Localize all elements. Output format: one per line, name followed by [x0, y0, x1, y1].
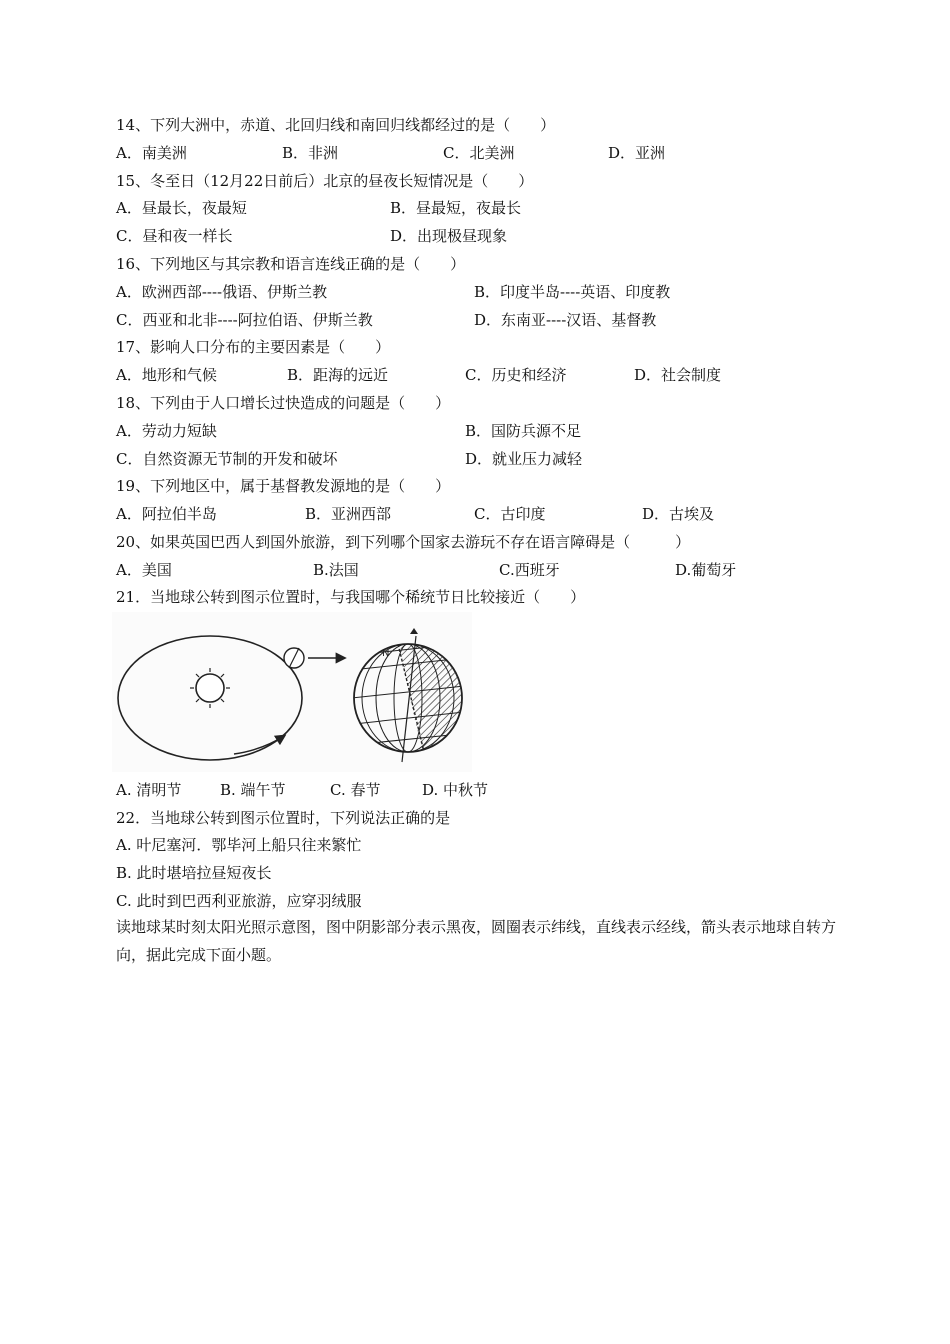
- question-18-option-b: B．国防兵源不足: [465, 422, 582, 440]
- sun-icon: [190, 668, 230, 708]
- question-15-option-d: D．出现极昼现象: [390, 227, 508, 245]
- question-21-option-b: B. 端午节: [220, 781, 286, 799]
- question-20-option-d: D.葡萄牙: [675, 561, 737, 579]
- question-16-option-d: D．东南亚----汉语、基督教: [474, 311, 657, 329]
- question-17-option-c: C．历史和经济: [465, 366, 567, 384]
- question-14-option-b: B．非洲: [282, 144, 339, 162]
- question-16-option-b: B．印度半岛----英语、印度教: [474, 283, 671, 301]
- question-16-stem: 16、下列地区与其宗教和语言连线正确的是（ ）: [116, 255, 466, 273]
- question-17-option-a: A．地形和气候: [116, 366, 217, 384]
- question-19-option-d: D．古埃及: [642, 505, 715, 523]
- question-18-stem: 18、下列由于人口增长过快造成的问题是（ ）: [116, 394, 451, 412]
- question-21-option-c: C. 春节: [330, 781, 381, 799]
- question-14-option-a: A．南美洲: [116, 144, 187, 162]
- question-20-option-b: B.法国: [313, 561, 359, 579]
- question-18-option-a: A．劳动力短缺: [116, 422, 217, 440]
- question-20-stem: 20、如果英国巴西人到国外旅游，到下列哪个国家去游玩不存在语言障碍是（ ）: [116, 533, 691, 551]
- question-16-option-a: A．欧洲西部----俄语、伊斯兰教: [116, 283, 328, 301]
- question-22-option-a: A. 叶尼塞河．鄂毕河上船只往来繁忙: [116, 836, 362, 854]
- reading-passage: 读地球某时刻太阳光照示意图，图中阴影部分表示黑夜，圆圈表示纬线，直线表示经线，箭头表示地球自转方向，据此完成下面小题。: [116, 918, 837, 964]
- question-15-option-c: C．昼和夜一样长: [116, 227, 233, 245]
- question-19-option-b: B．亚洲西部: [305, 505, 392, 523]
- question-20-option-c: C.西班牙: [499, 561, 560, 579]
- earth-on-orbit-icon: [284, 648, 304, 668]
- question-22-option-c: C. 此时到巴西利亚旅游，应穿羽绒服: [116, 892, 362, 910]
- question-14-option-c: C．北美洲: [443, 144, 515, 162]
- question-17-stem: 17、影响人口分布的主要因素是（ ）: [116, 338, 391, 356]
- question-18-option-c: C．自然资源无节制的开发和破坏: [116, 450, 338, 468]
- question-19-option-a: A．阿拉伯半岛: [116, 505, 217, 523]
- globe-n-label: N: [382, 648, 390, 659]
- question-22-option-b: B. 此时堪培拉昼短夜长: [116, 864, 272, 882]
- question-20-option-a: A．美国: [116, 561, 172, 579]
- question-21-stem: 21．当地球公转到图示位置时，与我国哪个稀统节日比较接近（ ）: [116, 588, 586, 606]
- earth-orbit-figure: [112, 612, 472, 772]
- question-19-stem: 19、下列地区中，属于基督教发源地的是（ ）: [116, 477, 451, 495]
- question-15-option-b: B．昼最短，夜最长: [390, 199, 522, 217]
- question-17-option-d: D．社会制度: [634, 366, 722, 384]
- question-15-option-a: A．昼最长，夜最短: [116, 199, 247, 217]
- question-16-option-c: C．西亚和北非----阿拉伯语、伊斯兰教: [116, 311, 373, 329]
- question-21-option-a: A. 清明节: [116, 781, 182, 799]
- question-14-stem: 14、下列大洲中，赤道、北回归线和南回归线都经过的是（ ）: [116, 116, 556, 134]
- question-22-stem: 22．当地球公转到图示位置时，下列说法正确的是: [116, 809, 451, 827]
- question-17-option-b: B．距海的远近: [287, 366, 389, 384]
- question-14-option-d: D．亚洲: [608, 144, 666, 162]
- question-21-option-d: D. 中秋节: [422, 781, 489, 799]
- question-15-stem: 15、冬至日（12月22日前后）北京的昼夜长短情况是（ ）: [116, 172, 534, 190]
- question-18-option-d: D．就业压力减轻: [465, 450, 583, 468]
- question-19-option-c: C．古印度: [474, 505, 546, 523]
